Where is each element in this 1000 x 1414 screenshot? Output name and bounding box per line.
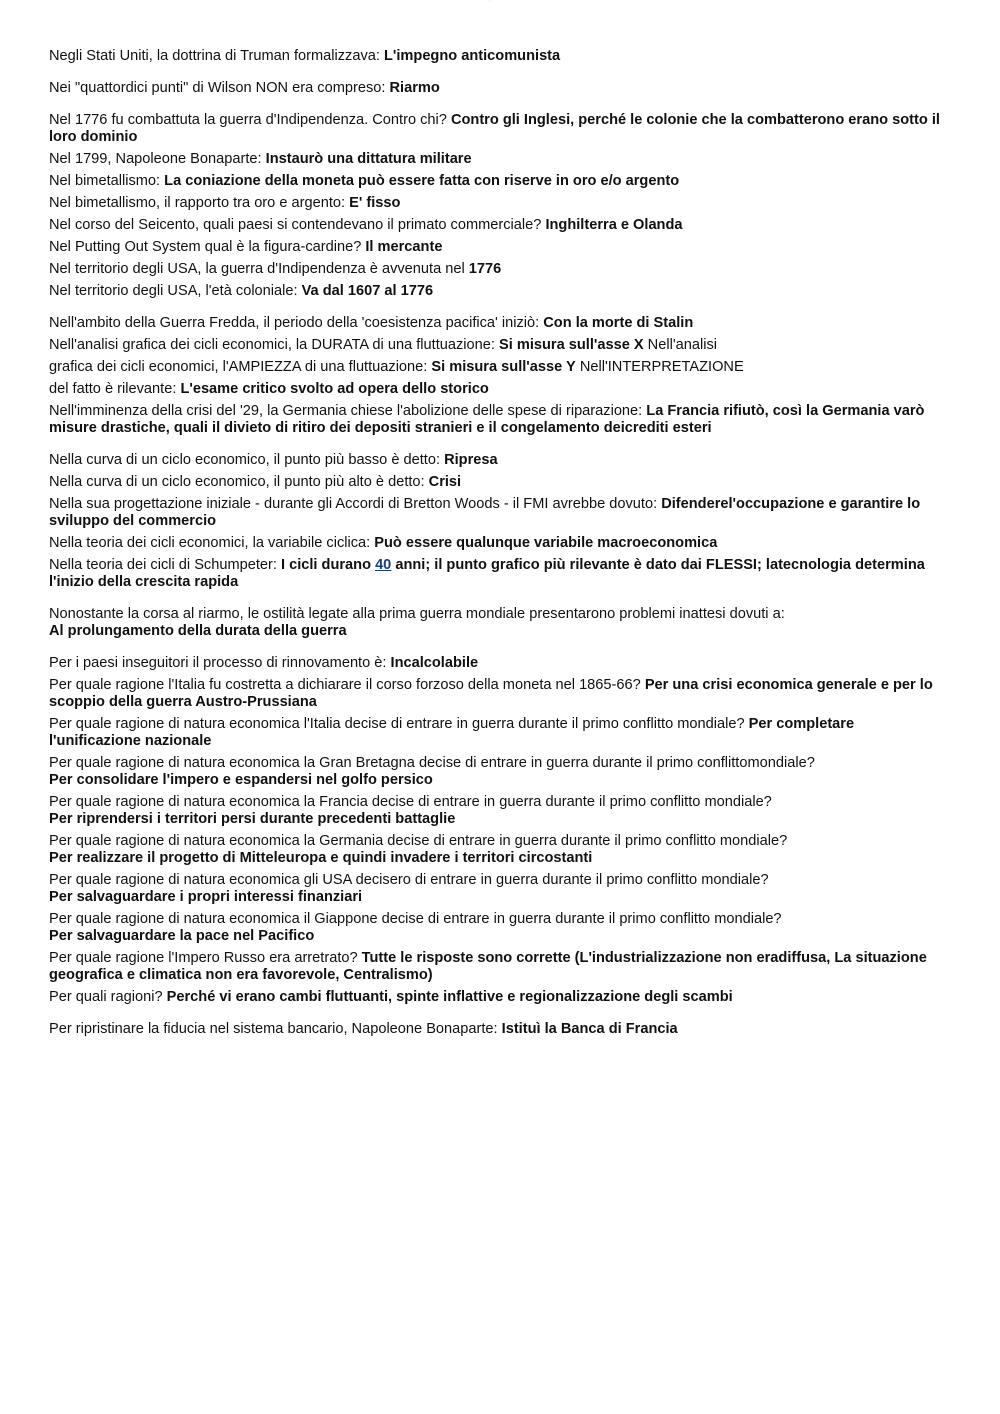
question-text: Nei "quattordici punti" di Wilson NON era compreso: bbox=[49, 80, 390, 96]
list-item bbox=[49, 337, 949, 354]
answer-text: La Francia rifiutò, così la Germania varò misure drastiche, quali il divieto di ritiro dei depositi stranieri e il congelamento deicrediti esteri bbox=[49, 403, 925, 436]
answer-text: Riarmo bbox=[389, 80, 440, 96]
question-text: Nel corso del Seicento, quali paesi si contendevano il primato commerciale? bbox=[49, 217, 546, 233]
question-text-continued: Nell'analisi bbox=[643, 337, 717, 353]
question-text: Nella curva di un ciclo economico, il punto più basso è detto: bbox=[49, 452, 445, 468]
question-text: del fatto è rilevante: bbox=[49, 381, 181, 397]
answer-text: Perché vi erano cambi fluttuanti, spinte inflattive e regionalizzazione degli scambi bbox=[166, 989, 733, 1005]
question-text: Nel bimetallismo: bbox=[49, 173, 165, 189]
answer-text: Si misura sull'asse Y bbox=[431, 359, 576, 375]
question-text: Nell'analisi grafica dei cicli economici, la DURATA di una fluttuazione: bbox=[49, 337, 499, 353]
list-item bbox=[49, 452, 949, 469]
answer-text: L'impegno anticomunista bbox=[383, 48, 561, 64]
list-item bbox=[49, 989, 949, 1006]
answer-text: Con la morte di Stalin bbox=[543, 315, 694, 331]
answer-text: Istituì la Banca di Francia bbox=[501, 1021, 678, 1037]
answer-text: Inghilterra e Olanda bbox=[545, 217, 683, 233]
list-item bbox=[49, 173, 949, 190]
question-text: Per quale ragione di natura economica la Francia decise di entrare in guerra durante il primo conflitto mondiale? bbox=[49, 794, 772, 810]
answer-text: Al prolungamento della durata della guerra bbox=[49, 623, 347, 639]
question-text: Nel territorio degli USA, la guerra d'Indipendenza è avvenuta nel bbox=[49, 261, 469, 277]
answer-text: Contro gli Inglesi, perché le colonie che la combatterono erano sotto il loro dominio bbox=[49, 112, 940, 145]
answer-text: Si misura sull'asse X bbox=[499, 337, 644, 353]
document-body bbox=[49, 48, 949, 1043]
list-item bbox=[49, 950, 949, 984]
question-text: Per quale ragione di natura economica l'Italia decise di entrare in guerra durante il primo conflitto mondiale? bbox=[49, 716, 749, 732]
list-item bbox=[49, 794, 949, 828]
answer-text: I cicli durano bbox=[280, 557, 376, 573]
list-item bbox=[49, 403, 949, 437]
answer-text: Tutte le risposte sono corrette (L'industrializzazione non eradiffusa, La situazione geografica e climatica non era favorevole, Centralismo) bbox=[49, 950, 927, 983]
list-item bbox=[49, 496, 949, 530]
list-item bbox=[49, 557, 949, 591]
list-item bbox=[49, 48, 949, 65]
list-item bbox=[49, 911, 949, 945]
question-text: Negli Stati Uniti, la dottrina di Truman formalizzava: bbox=[49, 48, 384, 64]
question-text: Per quale ragione di natura economica la Germania decise di entrare in guerra durante il primo conflitto mondiale? bbox=[49, 833, 788, 849]
question-text: Nell'imminenza della crisi del '29, la Germania chiese l'abolizione delle spese di riparazione: bbox=[49, 403, 647, 419]
answer-text: Va dal 1607 al 1776 bbox=[301, 283, 434, 299]
list-item bbox=[49, 359, 949, 376]
list-item bbox=[49, 1021, 949, 1038]
question-text: Nell'ambito della Guerra Fredda, il periodo della 'coesistenza pacifica' iniziò: bbox=[49, 315, 544, 331]
list-item bbox=[49, 755, 949, 789]
answer-text: La coniazione della moneta può essere fatta con riserve in oro e/o argento bbox=[164, 173, 680, 189]
question-text: Nonostante la corsa al riarmo, le ostilità legate alla prima guerra mondiale presentarono problemi inattesi dovuti a: bbox=[49, 606, 785, 622]
question-text: Per quale ragione di natura economica la Gran Bretagna decise di entrare in guerra durante il primo conflittomondiale? bbox=[49, 755, 815, 771]
question-text: Nella curva di un ciclo economico, il punto più alto è detto: bbox=[49, 474, 429, 490]
answer-text: Difenderel'occupazione e garantire lo sviluppo del commercio bbox=[49, 496, 921, 529]
list-item bbox=[49, 239, 949, 256]
list-item bbox=[49, 112, 949, 146]
answer-text: Può essere qualunque variabile macroeconomica bbox=[374, 535, 718, 551]
answer-text: Instaurò una dittatura militare bbox=[265, 151, 472, 167]
question-text: Nel 1776 fu combattuta la guerra d'Indipendenza. Contro chi? bbox=[49, 112, 451, 128]
question-text: Per quale ragione l'Italia fu costretta a dichiarare il corso forzoso della moneta nel 1865-66? bbox=[49, 677, 645, 693]
answer-text: Per realizzare il progetto di Mitteleuropa e quindi invadere i territori circostanti bbox=[49, 850, 593, 866]
answer-text: Ripresa bbox=[444, 452, 498, 468]
answer-text: Il mercante bbox=[365, 239, 443, 255]
answer-text: Per consolidare l'impero e espandersi nel golfo persico bbox=[49, 772, 433, 788]
answer-text: L'esame critico svolto ad opera dello storico bbox=[180, 381, 489, 397]
question-text: Per i paesi inseguitori il processo di rinnovamento è: bbox=[49, 655, 391, 671]
list-item bbox=[49, 474, 949, 491]
question-text: Nel 1799, Napoleone Bonaparte: bbox=[49, 151, 266, 167]
question-text: Per quale ragione l'Impero Russo era arretrato? bbox=[49, 950, 362, 966]
question-text: Nella sua progettazione iniziale - durante gli Accordi di Bretton Woods - il FMI avrebbe dovuto: bbox=[49, 496, 662, 512]
list-item bbox=[49, 195, 949, 212]
list-item bbox=[49, 217, 949, 234]
answer-text: Incalcolabile bbox=[390, 655, 479, 671]
page-header-mark: ········ bbox=[486, 0, 492, 2]
list-item bbox=[49, 716, 949, 750]
answer-text: Per una crisi economica generale e per lo scoppio della guerra Austro-Prussiana bbox=[49, 677, 933, 710]
question-text: Per ripristinare la fiducia nel sistema bancario, Napoleone Bonaparte: bbox=[49, 1021, 502, 1037]
list-item bbox=[49, 677, 949, 711]
question-text: Per quali ragioni? bbox=[49, 989, 167, 1005]
answer-text: Per salvaguardare i propri interessi finanziari bbox=[49, 889, 363, 905]
question-text: grafica dei cicli economici, l'AMPIEZZA di una fluttuazione: bbox=[49, 359, 432, 375]
answer-text-continued: anni; il punto grafico più rilevante è dato dai FLESSI; latecnologia determina l'inizio della crescita rapida bbox=[49, 557, 925, 590]
question-text: Per quale ragione di natura economica gli USA decisero di entrare in guerra durante il primo conflitto mondiale? bbox=[49, 872, 769, 888]
answer-text: 1776 bbox=[468, 261, 502, 277]
question-text: Nella teoria dei cicli economici, la variabile ciclica: bbox=[49, 535, 375, 551]
list-item bbox=[49, 606, 949, 640]
question-text-continued: Nell'INTERPRETAZIONE bbox=[575, 359, 744, 375]
answer-text: Per completare l'unificazione nazionale bbox=[49, 716, 855, 749]
list-item bbox=[49, 872, 949, 906]
answer-text: Per riprendersi i territori persi durante precedenti battaglie bbox=[49, 811, 456, 827]
list-item bbox=[49, 151, 949, 168]
answer-text: E' fisso bbox=[349, 195, 401, 211]
list-item bbox=[49, 80, 949, 97]
question-text: Nel territorio degli USA, l'età coloniale: bbox=[49, 283, 302, 299]
list-item bbox=[49, 381, 949, 398]
question-text: Nella teoria dei cicli di Schumpeter: bbox=[49, 557, 281, 573]
list-item bbox=[49, 535, 949, 552]
list-item bbox=[49, 283, 949, 300]
answer-text: Crisi bbox=[428, 474, 462, 490]
question-text: Nel bimetallismo, il rapporto tra oro e argento: bbox=[49, 195, 350, 211]
answer-link[interactable]: 40 bbox=[375, 557, 392, 573]
list-item bbox=[49, 315, 949, 332]
list-item bbox=[49, 655, 949, 672]
question-text: Per quale ragione di natura economica il Giappone decise di entrare in guerra durante il primo conflitto mondiale? bbox=[49, 911, 782, 927]
question-text: Nel Putting Out System qual è la figura-cardine? bbox=[49, 239, 366, 255]
answer-text: Per salvaguardare la pace nel Pacifico bbox=[49, 928, 315, 944]
list-item bbox=[49, 261, 949, 278]
list-item bbox=[49, 833, 949, 867]
